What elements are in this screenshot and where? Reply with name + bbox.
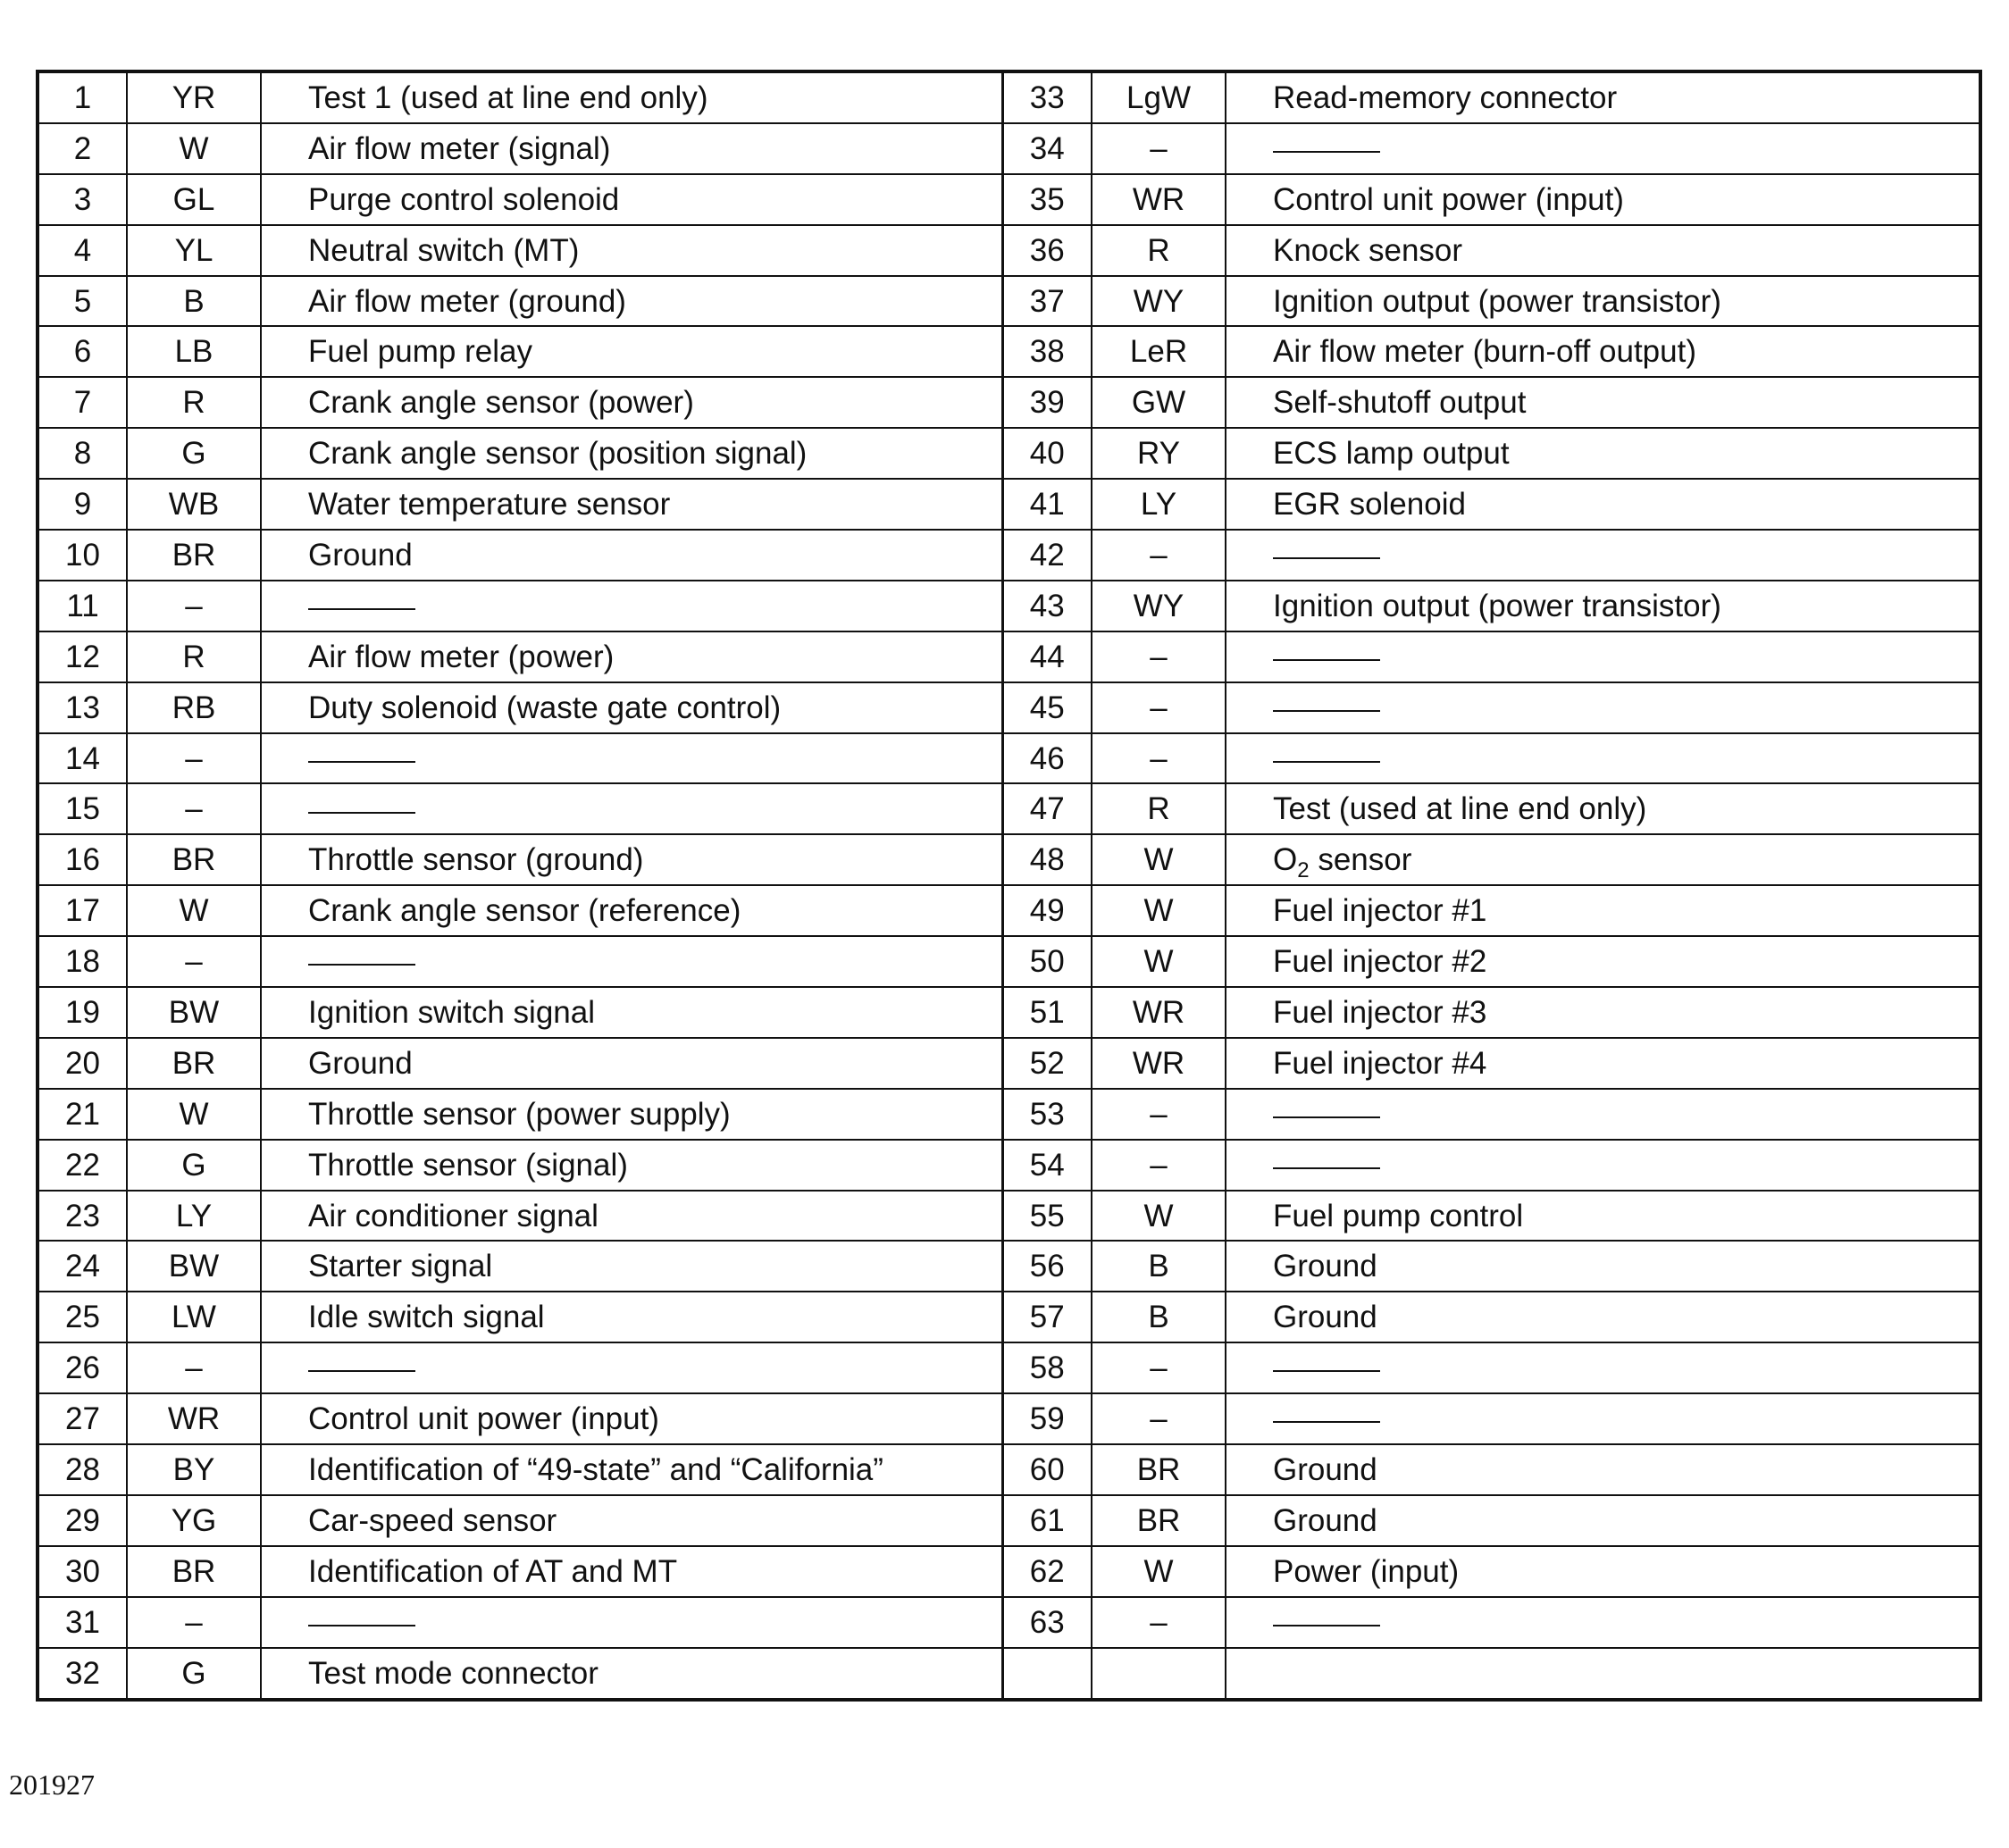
wire-color-code: LeR (1092, 326, 1226, 377)
pin-assignment-table (36, 70, 1982, 1702)
table-row (38, 682, 1980, 733)
pin-number: 58 (1002, 1342, 1092, 1393)
wire-color-code: B (1092, 1241, 1226, 1292)
pin-description: Fuel injector #4 (1226, 1038, 1980, 1089)
pin-number: 3 (38, 174, 127, 225)
pin-description: Ground (1226, 1495, 1980, 1546)
pin-number: 1 (38, 71, 127, 123)
pin-description: Ignition output (power transistor) (1226, 276, 1980, 327)
pin-description: Duty solenoid (waste gate control) (261, 682, 1002, 733)
pin-description: Test mode connector (261, 1648, 1002, 1700)
pin-description: Power (input) (1226, 1546, 1980, 1597)
table-row (38, 1393, 1980, 1444)
pin-table-body (38, 71, 1980, 1700)
wire-color-code: BW (127, 1241, 261, 1292)
pin-number: 57 (1002, 1292, 1092, 1342)
wire-color-code: YR (127, 71, 261, 123)
wire-color-code: BR (127, 530, 261, 581)
pin-number: 8 (38, 428, 127, 479)
pin-description: ECS lamp output (1226, 428, 1980, 479)
table-row (38, 783, 1980, 834)
pin-number: 62 (1002, 1546, 1092, 1597)
pin-number: 23 (38, 1191, 127, 1242)
table-row (38, 174, 1980, 225)
table-row (38, 1495, 1980, 1546)
pin-description: Control unit power (input) (261, 1393, 1002, 1444)
wire-color-code: – (1092, 1089, 1226, 1140)
pin-description: Self-shutoff output (1226, 377, 1980, 428)
wire-color-code: W (1092, 1546, 1226, 1597)
pin-number: 37 (1002, 276, 1092, 327)
pin-description: Read-memory connector (1226, 71, 1980, 123)
desc-subscript: 2 (1297, 858, 1310, 883)
pin-description (1226, 1140, 1980, 1191)
pin-number: 18 (38, 936, 127, 987)
pin-number: 39 (1002, 377, 1092, 428)
pin-description (261, 581, 1002, 631)
wire-color-code: G (127, 1140, 261, 1191)
wire-color-code: GW (1092, 377, 1226, 428)
pin-description: Fuel injector #2 (1226, 936, 1980, 987)
pin-number: 51 (1002, 987, 1092, 1038)
pin-number: 34 (1002, 123, 1092, 174)
table-row (38, 1292, 1980, 1342)
blank-entry-line (308, 1370, 415, 1373)
pin-description (261, 936, 1002, 987)
wire-color-code: BR (1092, 1444, 1226, 1495)
blank-entry-line (1273, 1167, 1380, 1170)
table-row (38, 479, 1980, 530)
pin-number: 4 (38, 225, 127, 276)
pin-description: Throttle sensor (power supply) (261, 1089, 1002, 1140)
pin-description: Crank angle sensor (power) (261, 377, 1002, 428)
wire-color-code: W (1092, 885, 1226, 936)
pin-description: Air flow meter (burn-off output) (1226, 326, 1980, 377)
blank-entry-line (1273, 1116, 1380, 1119)
table-row (38, 885, 1980, 936)
wire-color-code: W (1092, 834, 1226, 885)
pin-number: 50 (1002, 936, 1092, 987)
pin-number: 12 (38, 631, 127, 682)
pin-number: 55 (1002, 1191, 1092, 1242)
pin-description: Fuel injector #1 (1226, 885, 1980, 936)
pin-number: 20 (38, 1038, 127, 1089)
pin-description: Neutral switch (MT) (261, 225, 1002, 276)
wire-color-code: – (1092, 1393, 1226, 1444)
wire-color-code: – (127, 1597, 261, 1648)
table-row (38, 1444, 1980, 1495)
wire-color-code: WR (1092, 987, 1226, 1038)
pin-description (1226, 1648, 1980, 1700)
pin-description: Identification of “49-state” and “California” (261, 1444, 1002, 1495)
wire-color-code: W (127, 1089, 261, 1140)
wire-color-code: YG (127, 1495, 261, 1546)
pin-description: EGR solenoid (1226, 479, 1980, 530)
pin-description: Fuel pump control (1226, 1191, 1980, 1242)
pin-description: Knock sensor (1226, 225, 1980, 276)
wire-color-code (1092, 1648, 1226, 1700)
wire-color-code: – (127, 783, 261, 834)
pin-number: 13 (38, 682, 127, 733)
pin-number: 29 (38, 1495, 127, 1546)
wire-color-code: LW (127, 1292, 261, 1342)
table-row (38, 428, 1980, 479)
wire-color-code: W (1092, 936, 1226, 987)
wire-color-code: BR (127, 1546, 261, 1597)
wire-color-code: G (127, 428, 261, 479)
pin-description: Test (used at line end only) (1226, 783, 1980, 834)
pin-number: 10 (38, 530, 127, 581)
wire-color-code: BR (127, 1038, 261, 1089)
table-row (38, 530, 1980, 581)
desc-text: O (1273, 842, 1298, 878)
pin-number: 2 (38, 123, 127, 174)
wire-color-code: GL (127, 174, 261, 225)
wire-color-code: WR (127, 1393, 261, 1444)
pin-description (1226, 1393, 1980, 1444)
table-row (38, 1089, 1980, 1140)
pin-number: 45 (1002, 682, 1092, 733)
pin-description: Throttle sensor (signal) (261, 1140, 1002, 1191)
pin-number: 32 (38, 1648, 127, 1700)
table-row (38, 733, 1980, 784)
pin-description: Ground (1226, 1444, 1980, 1495)
pin-number: 25 (38, 1292, 127, 1342)
pin-description (1226, 682, 1980, 733)
pin-number: 35 (1002, 174, 1092, 225)
table-row (38, 987, 1980, 1038)
pin-description: Fuel pump relay (261, 326, 1002, 377)
pin-description (1226, 1597, 1980, 1648)
pin-number: 44 (1002, 631, 1092, 682)
wire-color-code: – (127, 581, 261, 631)
pin-number: 53 (1002, 1089, 1092, 1140)
pin-description: Fuel injector #3 (1226, 987, 1980, 1038)
pin-number: 14 (38, 733, 127, 784)
pin-description (1226, 123, 1980, 174)
pin-description: Throttle sensor (ground) (261, 834, 1002, 885)
pin-number: 43 (1002, 581, 1092, 631)
pin-number (1002, 1648, 1092, 1700)
wire-color-code: R (127, 377, 261, 428)
pin-number: 22 (38, 1140, 127, 1191)
table-row (38, 276, 1980, 327)
wire-color-code: – (1092, 530, 1226, 581)
table-row (38, 581, 1980, 631)
blank-entry-line (308, 761, 415, 764)
blank-entry-line (308, 1625, 415, 1627)
wire-color-code: – (127, 936, 261, 987)
table-row (38, 377, 1980, 428)
wire-color-code: BR (127, 834, 261, 885)
pin-description (1226, 631, 1980, 682)
table-row (38, 834, 1980, 885)
pin-number: 27 (38, 1393, 127, 1444)
pin-description: Purge control solenoid (261, 174, 1002, 225)
blank-entry-line (308, 964, 415, 966)
pin-number: 5 (38, 276, 127, 327)
blank-entry-line (1273, 1625, 1380, 1627)
wire-color-code: LY (127, 1191, 261, 1242)
blank-entry-line (1273, 1421, 1380, 1424)
wire-color-code: B (1092, 1292, 1226, 1342)
wire-color-code: – (1092, 123, 1226, 174)
wire-color-code: BR (1092, 1495, 1226, 1546)
wire-color-code: WY (1092, 581, 1226, 631)
pin-description: Ignition output (power transistor) (1226, 581, 1980, 631)
pin-description (261, 1342, 1002, 1393)
blank-entry-line (1273, 151, 1380, 154)
table-row (38, 1648, 1980, 1700)
pin-description: Air flow meter (signal) (261, 123, 1002, 174)
pin-description: Ground (261, 1038, 1002, 1089)
pin-description (1226, 834, 1980, 885)
wire-color-code: RY (1092, 428, 1226, 479)
blank-entry-line (308, 608, 415, 611)
wire-color-code: – (1092, 1140, 1226, 1191)
pin-number: 61 (1002, 1495, 1092, 1546)
pin-number: 33 (1002, 71, 1092, 123)
table-row (38, 1597, 1980, 1648)
pin-number: 60 (1002, 1444, 1092, 1495)
pin-description: Starter signal (261, 1241, 1002, 1292)
pin-number: 49 (1002, 885, 1092, 936)
pin-number: 19 (38, 987, 127, 1038)
table-row (38, 225, 1980, 276)
wire-color-code: W (127, 123, 261, 174)
pin-description: Air flow meter (power) (261, 631, 1002, 682)
pin-description: Ignition switch signal (261, 987, 1002, 1038)
table-row (38, 123, 1980, 174)
pin-number: 7 (38, 377, 127, 428)
wire-color-code: BW (127, 987, 261, 1038)
pin-number: 54 (1002, 1140, 1092, 1191)
pin-description: Idle switch signal (261, 1292, 1002, 1342)
wire-color-code: W (1092, 1191, 1226, 1242)
pin-number: 59 (1002, 1393, 1092, 1444)
pin-number: 9 (38, 479, 127, 530)
wire-color-code: RB (127, 682, 261, 733)
blank-entry-line (1273, 659, 1380, 662)
pin-number: 40 (1002, 428, 1092, 479)
wire-color-code: – (1092, 682, 1226, 733)
table-row (38, 71, 1980, 123)
pin-description: Ground (261, 530, 1002, 581)
table-row (38, 936, 1980, 987)
pin-number: 41 (1002, 479, 1092, 530)
pin-description: Car-speed sensor (261, 1495, 1002, 1546)
desc-suffix: sensor (1309, 842, 1412, 878)
wire-color-code: LgW (1092, 71, 1226, 123)
pin-description: Ground (1226, 1292, 1980, 1342)
wire-color-code: B (127, 276, 261, 327)
pin-number: 63 (1002, 1597, 1092, 1648)
wire-color-code: G (127, 1648, 261, 1700)
pin-number: 36 (1002, 225, 1092, 276)
wire-color-code: LY (1092, 479, 1226, 530)
wire-color-code: WB (127, 479, 261, 530)
wire-color-code: – (127, 1342, 261, 1393)
pin-description: Crank angle sensor (reference) (261, 885, 1002, 936)
pin-number: 30 (38, 1546, 127, 1597)
wire-color-code: LB (127, 326, 261, 377)
pin-number: 28 (38, 1444, 127, 1495)
pin-number: 17 (38, 885, 127, 936)
pin-number: 11 (38, 581, 127, 631)
wire-color-code: – (127, 733, 261, 784)
pin-number: 38 (1002, 326, 1092, 377)
table-row (38, 1546, 1980, 1597)
pin-description: Air flow meter (ground) (261, 276, 1002, 327)
pin-description (261, 1597, 1002, 1648)
pin-number: 47 (1002, 783, 1092, 834)
pin-number: 6 (38, 326, 127, 377)
wire-color-code: WY (1092, 276, 1226, 327)
wire-color-code: WR (1092, 174, 1226, 225)
wire-color-code: – (1092, 631, 1226, 682)
wire-color-code: – (1092, 1597, 1226, 1648)
wire-color-code: R (1092, 225, 1226, 276)
blank-entry-line (1273, 1370, 1380, 1373)
table-row (38, 1140, 1980, 1191)
table-row (38, 1342, 1980, 1393)
pin-description (261, 733, 1002, 784)
pin-description: Control unit power (input) (1226, 174, 1980, 225)
pin-number: 56 (1002, 1241, 1092, 1292)
pin-number: 24 (38, 1241, 127, 1292)
table-row (38, 1241, 1980, 1292)
pin-number: 21 (38, 1089, 127, 1140)
wire-color-code: YL (127, 225, 261, 276)
wire-color-code: BY (127, 1444, 261, 1495)
wire-color-code: – (1092, 733, 1226, 784)
pin-description: Crank angle sensor (position signal) (261, 428, 1002, 479)
blank-entry-line (308, 812, 415, 815)
pin-number: 46 (1002, 733, 1092, 784)
pin-description (1226, 733, 1980, 784)
wire-color-code: – (1092, 1342, 1226, 1393)
wire-color-code: R (127, 631, 261, 682)
pin-description (1226, 1089, 1980, 1140)
pin-description: Test 1 (used at line end only) (261, 71, 1002, 123)
table-row (38, 326, 1980, 377)
wire-color-code: WR (1092, 1038, 1226, 1089)
pin-number: 26 (38, 1342, 127, 1393)
blank-entry-line (1273, 710, 1380, 713)
table-row (38, 631, 1980, 682)
pin-description: Air conditioner signal (261, 1191, 1002, 1242)
pin-description (261, 783, 1002, 834)
blank-entry-line (1273, 557, 1380, 560)
pin-description: Water temperature sensor (261, 479, 1002, 530)
figure-id: 201927 (9, 1769, 95, 1801)
wire-color-code: W (127, 885, 261, 936)
blank-entry-line (1273, 761, 1380, 764)
pin-number: 31 (38, 1597, 127, 1648)
pin-number: 48 (1002, 834, 1092, 885)
pin-description: Ground (1226, 1241, 1980, 1292)
pin-number: 52 (1002, 1038, 1092, 1089)
pin-description: Identification of AT and MT (261, 1546, 1002, 1597)
wire-color-code: R (1092, 783, 1226, 834)
pin-number: 42 (1002, 530, 1092, 581)
table-row (38, 1038, 1980, 1089)
pin-number: 16 (38, 834, 127, 885)
table-row (38, 1191, 1980, 1242)
pin-description (1226, 1342, 1980, 1393)
pin-number: 15 (38, 783, 127, 834)
pin-description (1226, 530, 1980, 581)
